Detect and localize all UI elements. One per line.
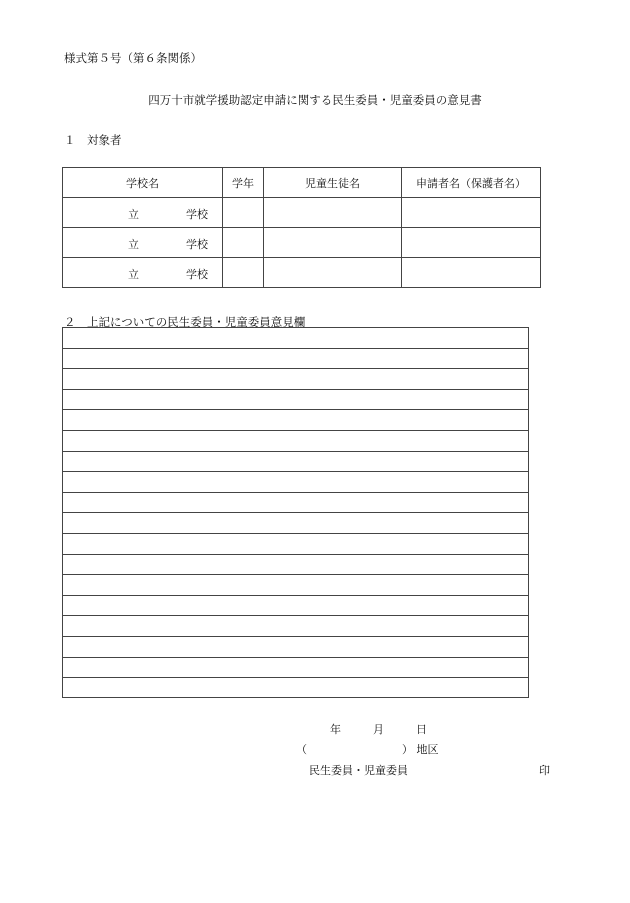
target-table	[62, 167, 541, 288]
table-row	[63, 228, 541, 258]
opinion-line[interactable]	[62, 471, 529, 492]
district-label: 地区	[416, 743, 439, 756]
applicant-name-field[interactable]	[402, 228, 541, 258]
school-suffix-label: 学校	[186, 208, 208, 221]
seal-mark: 印	[539, 764, 550, 777]
opinion-line[interactable]	[62, 533, 529, 554]
day-label: 日	[416, 723, 427, 736]
district-line	[296, 741, 439, 757]
school-type-label: 立	[128, 268, 139, 281]
close-paren: ）	[402, 743, 413, 756]
school-suffix-label: 学校	[186, 238, 208, 251]
column-header-student: 児童生徒名	[264, 168, 402, 198]
opinion-line[interactable]	[62, 657, 529, 678]
section-2-heading: ２ 上記についての民生委員・児童委員意見欄	[64, 315, 306, 329]
school-suffix-label: 学校	[186, 268, 208, 281]
grade-field[interactable]	[223, 198, 264, 228]
section-1-heading: １ 対象者	[64, 133, 122, 147]
school-type-label: 立	[128, 238, 139, 251]
opinion-line[interactable]	[62, 574, 529, 595]
opinion-line[interactable]	[62, 636, 529, 657]
column-header-grade: 学年	[223, 168, 264, 198]
opinion-line[interactable]	[62, 512, 529, 533]
opinion-box[interactable]	[62, 327, 529, 698]
form-reference: 様式第５号（第６条関係）	[64, 51, 202, 65]
student-name-field[interactable]	[264, 228, 402, 258]
opinion-line[interactable]	[62, 451, 529, 472]
open-paren: （	[296, 743, 307, 756]
grade-field[interactable]	[223, 228, 264, 258]
table-row	[63, 258, 541, 288]
opinion-line[interactable]	[62, 554, 529, 575]
document-title: 四万十市就学援助認定申請に関する民生委員・児童委員の意見書	[148, 93, 482, 107]
member-title: 民生委員・児童委員	[309, 764, 408, 777]
applicant-name-field[interactable]	[402, 198, 541, 228]
school-name-field[interactable]	[63, 258, 223, 288]
opinion-line[interactable]	[62, 677, 529, 698]
opinion-line[interactable]	[62, 595, 529, 616]
opinion-line[interactable]	[62, 368, 529, 389]
school-type-label: 立	[128, 208, 139, 221]
opinion-line[interactable]	[62, 348, 529, 369]
column-header-school: 学校名	[63, 168, 223, 198]
table-row	[63, 198, 541, 228]
date-line	[330, 721, 427, 737]
school-name-field[interactable]	[63, 228, 223, 258]
opinion-line[interactable]	[62, 409, 529, 430]
school-name-field[interactable]	[63, 198, 223, 228]
student-name-field[interactable]	[264, 258, 402, 288]
month-label: 月	[373, 723, 384, 736]
opinion-line[interactable]	[62, 430, 529, 451]
student-name-field[interactable]	[264, 198, 402, 228]
applicant-name-field[interactable]	[402, 258, 541, 288]
column-header-applicant: 申請者名（保護者名）	[402, 168, 541, 198]
opinion-line[interactable]	[62, 492, 529, 513]
opinion-line[interactable]	[62, 615, 529, 636]
year-label: 年	[330, 723, 341, 736]
table-header-row	[63, 168, 541, 198]
opinion-line[interactable]	[62, 389, 529, 410]
grade-field[interactable]	[223, 258, 264, 288]
opinion-line[interactable]	[62, 327, 529, 348]
